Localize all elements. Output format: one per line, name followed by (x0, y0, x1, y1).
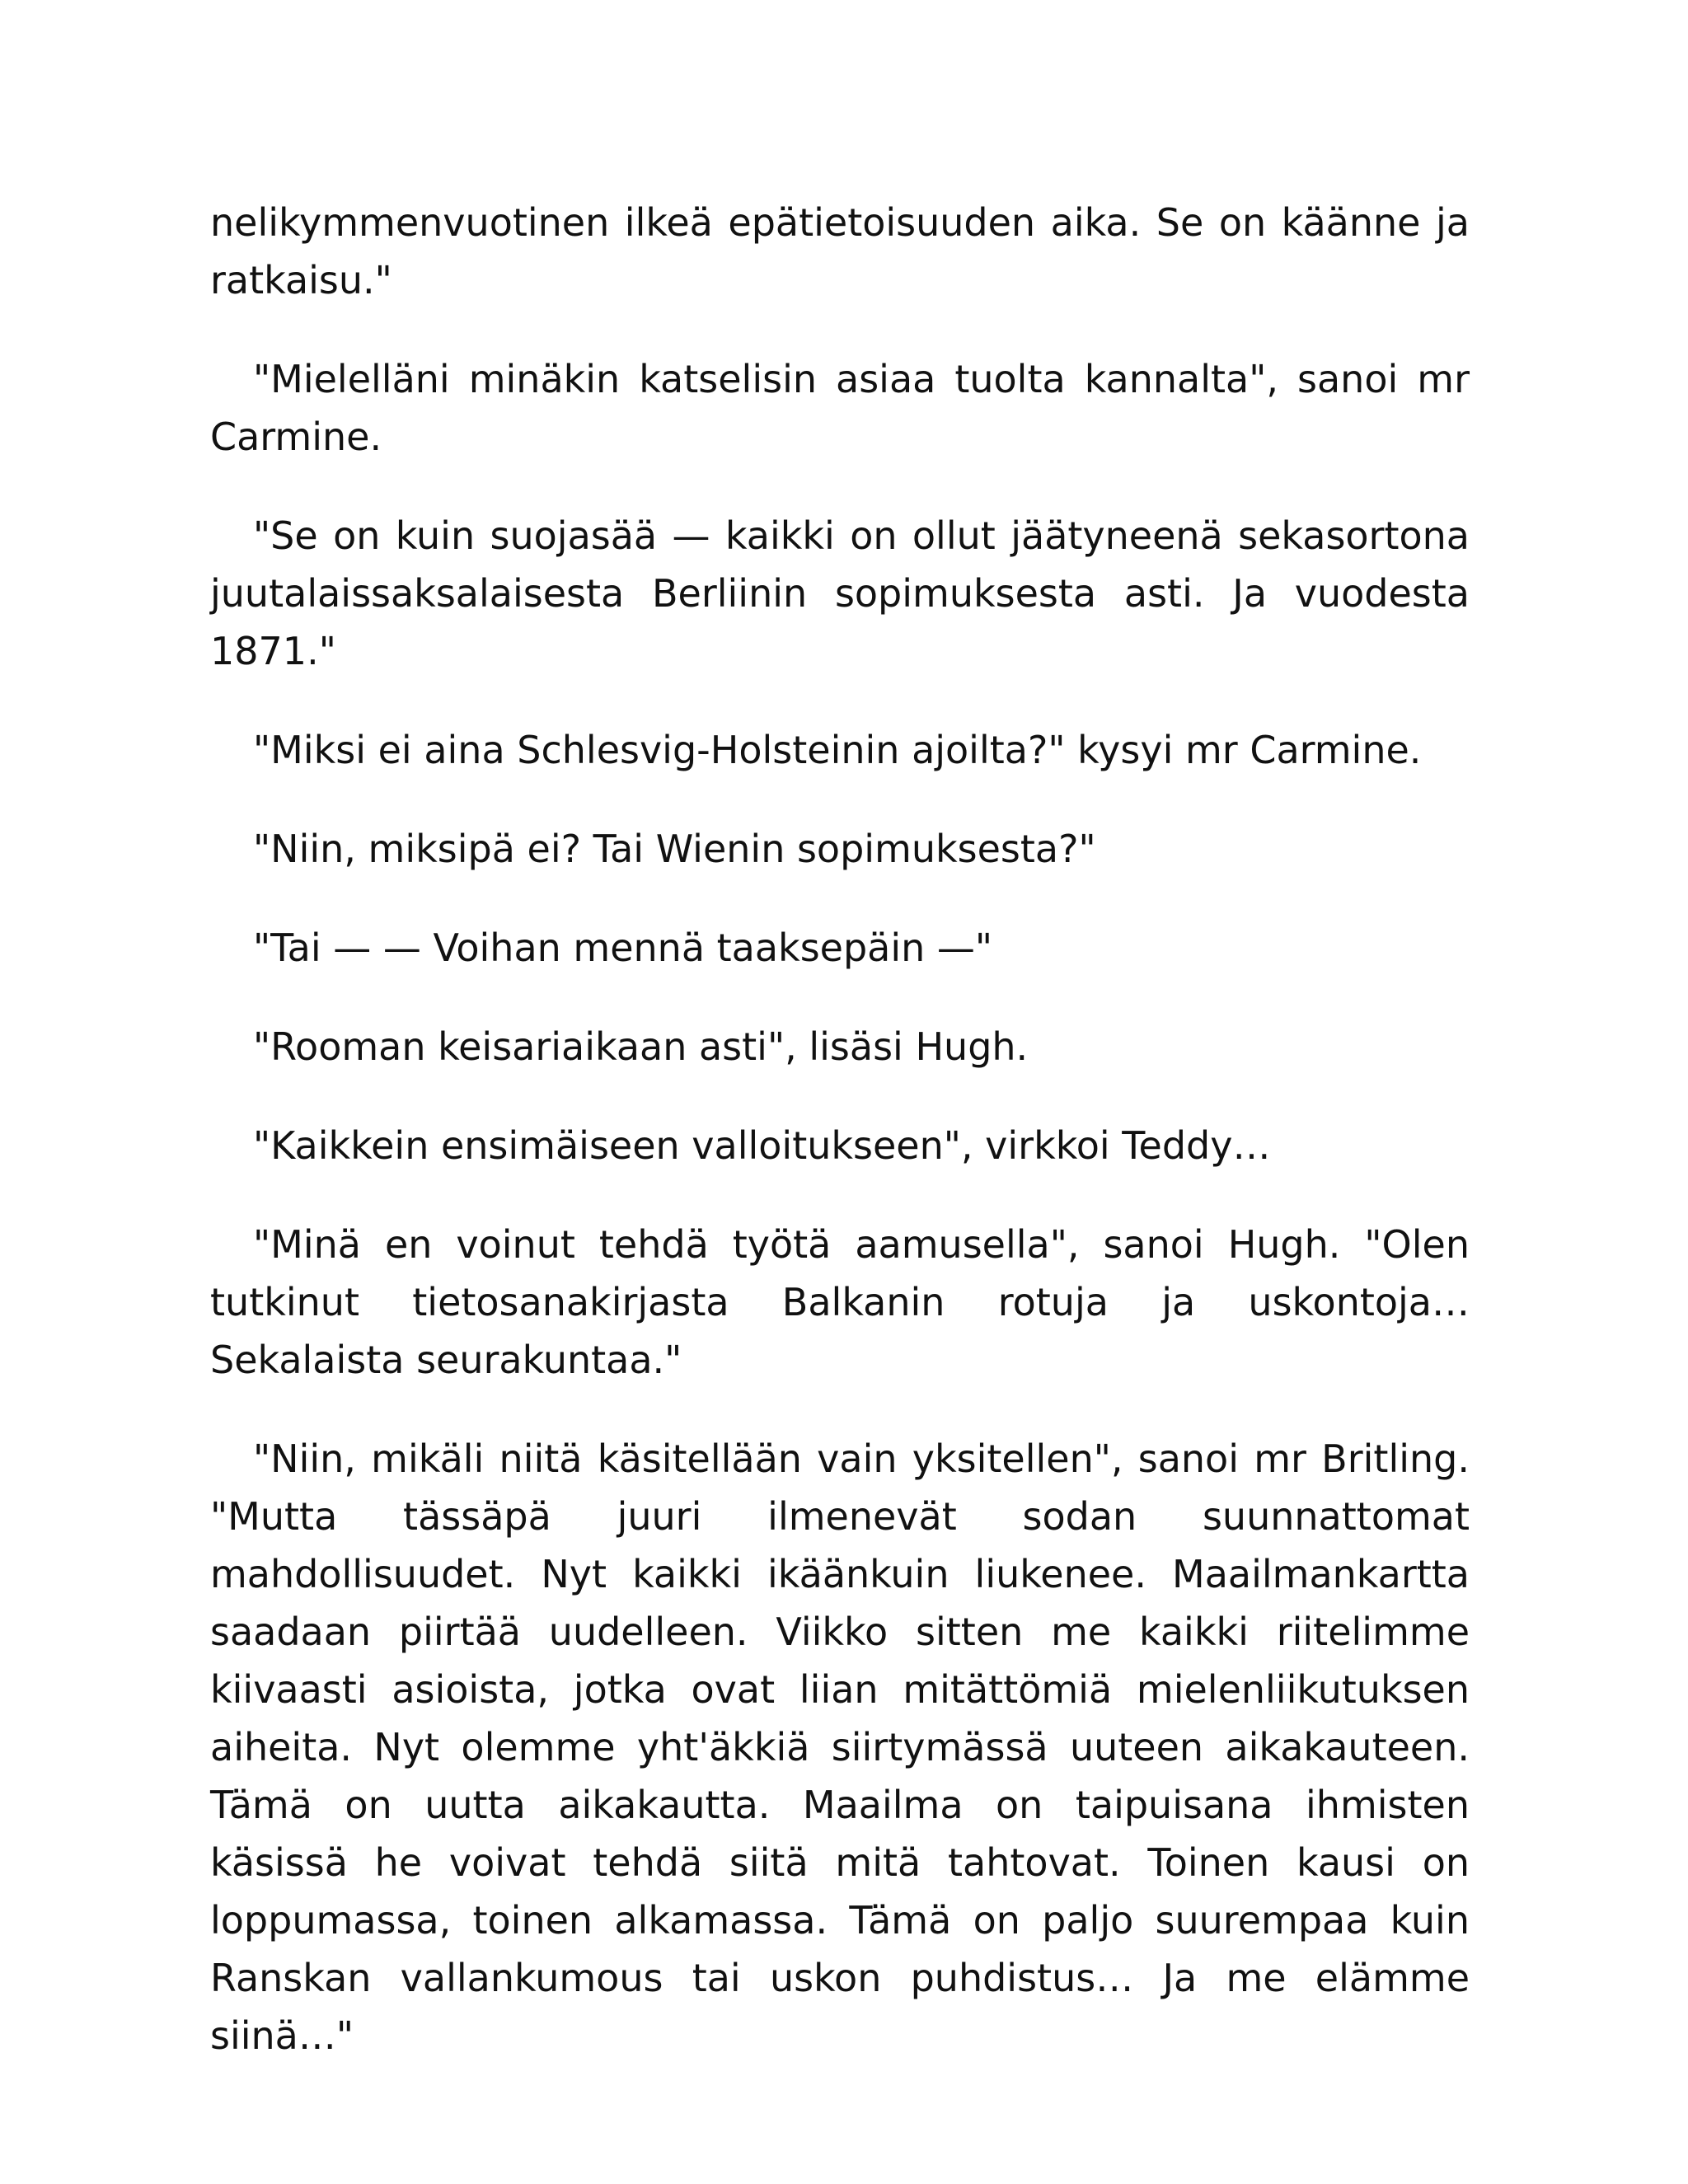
paragraph: "Kaikkein ensimäiseen valloitukseen", virkkoi Teddy… (253, 1123, 1271, 1168)
paragraph: "Tai — — Voihan mennä taaksepäin —" (253, 926, 993, 970)
paragraph: "Minä en voinut tehdä työtä aamusella", sanoi Hugh. "Olen tutkinut tietosanakirjasta Balkanin rotuja ja uskontoja… Sekalaista seurakuntaa." (210, 1222, 1470, 1382)
paragraph: nelikymmenvuotinen ilkeä epätietoisuuden aika. Se on käänne ja ratkaisu." (210, 200, 1470, 302)
paragraph: "Se on kuin suojasää — kaikki on ollut jäätyneenä sekasortona juutalaissaksalaisesta Berliinin sopimuksesta asti. Ja vuodesta 1871." (210, 513, 1470, 673)
paragraph: "Niin, mikäli niitä käsitellään vain yksitellen", sanoi mr Britling. "Mutta tässäpä juuri ilmenevät sodan suunnattomat mahdollisuudet. Nyt kaikki ikäänkuin liukenee. Maailmankartta saadaan piirtää uudelleen. Viikko sitten me kaikki riitelimme kiivaasti asioista, jotka ovat liian mitättömiä mielenliikutuksen aiheita. Nyt olemme yht'äkkiä siirtymässä uuteen aikakauteen. Tämä on uutta aikakautta. Maailma on taipuisana ihmisten käsissä he voivat tehdä siitä mitä tahtovat. Toinen kausi on loppumassa, toinen alkamassa. Tämä on paljo suurempaa kuin Ranskan vallankumous tai uskon puhdistus… Ja me elämme siinä…" (210, 1436, 1470, 2058)
book-page (210, 194, 1470, 2064)
paragraph: "Miksi ei aina Schlesvig-Holsteinin ajoilta?" kysyi mr Carmine. (253, 728, 1422, 772)
paragraph: "Niin, miksipä ei? Tai Wienin sopimuksesta?" (253, 827, 1096, 871)
paragraph: "Rooman keisariaikaan asti", lisäsi Hugh. (253, 1024, 1029, 1069)
paragraph: "Mielelläni minäkin katselisin asiaa tuolta kannalta", sanoi mr Carmine. (210, 357, 1470, 459)
